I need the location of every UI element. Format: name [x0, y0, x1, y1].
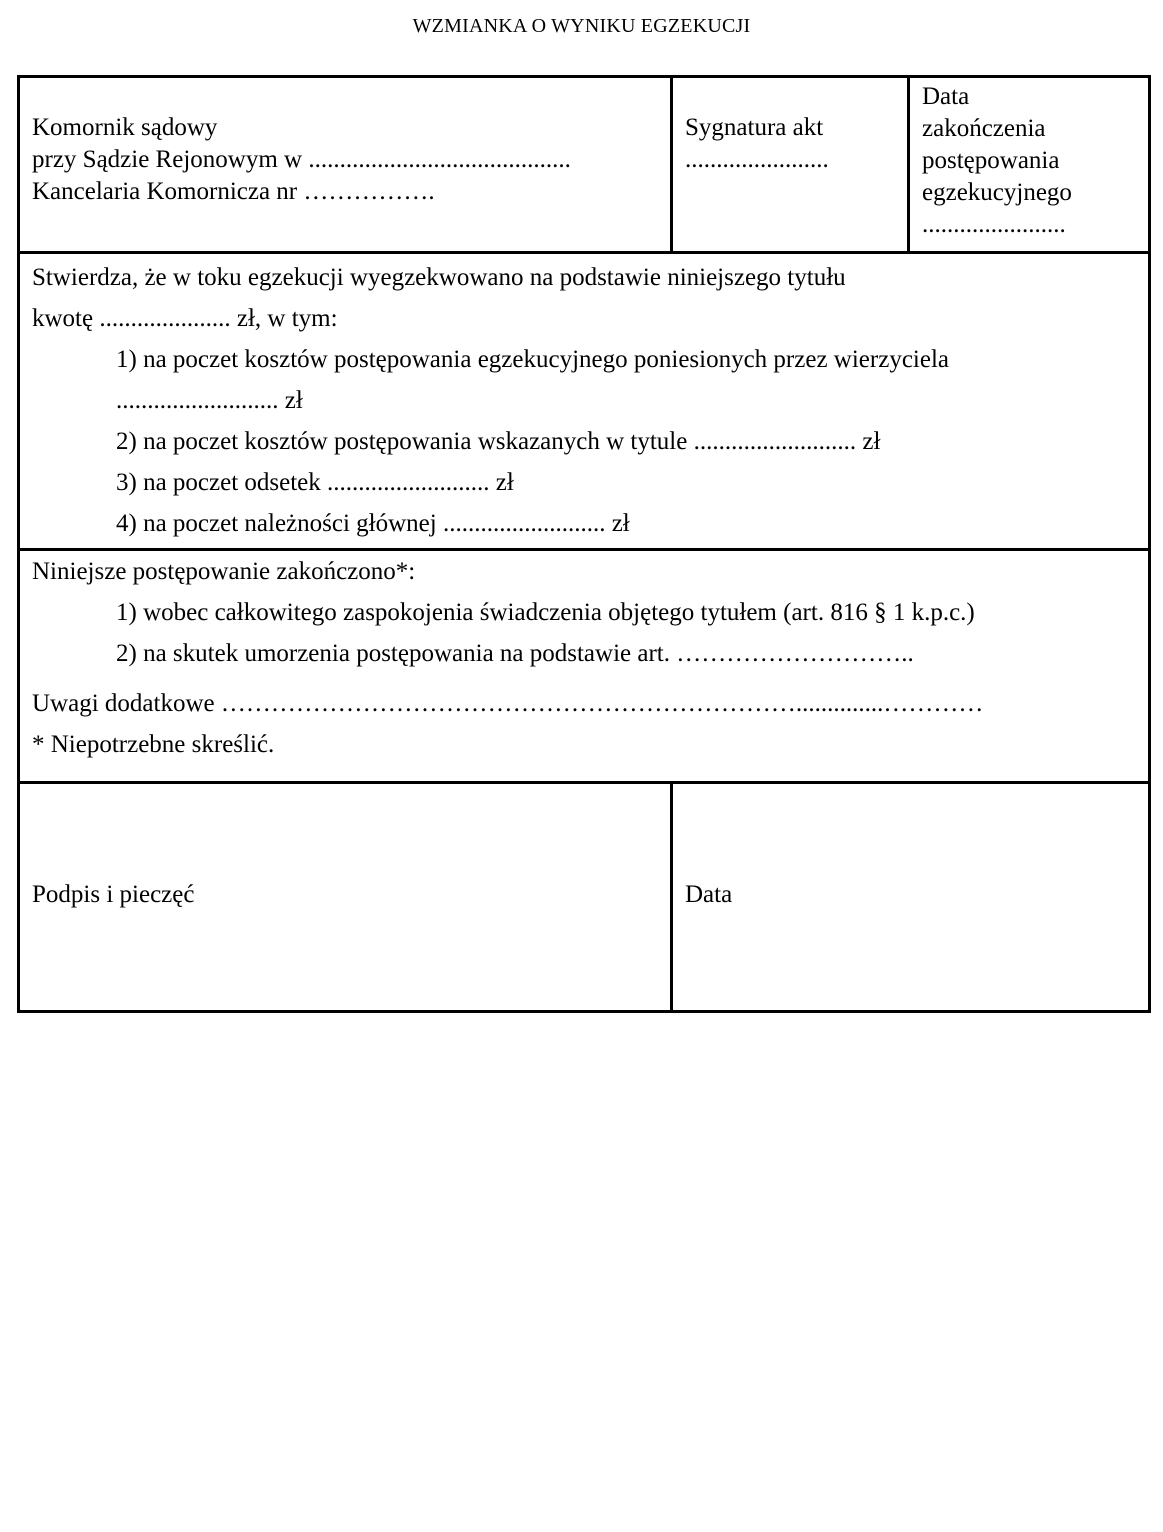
conclusion-row: [19, 550, 1150, 783]
case-signature-field: .......................: [685, 146, 829, 173]
end-date-label-3: postępowania: [922, 147, 1060, 174]
signature-row: [19, 783, 1150, 1012]
bailiff-line: Komornik sądowy: [32, 114, 218, 141]
court-line: przy Sądzie Rejonowym w ..........................................: [32, 146, 571, 173]
case-signature-cell: [672, 77, 909, 253]
office-line: Kancelaria Komornicza nr …………….: [32, 178, 435, 205]
amounts-statement: Stwierdza, że w toku egzekucji wyegzekwowano na podstawie niniejszego tytułu: [32, 264, 846, 291]
additional-notes: Uwagi dodatkowe ……………………………………………………………..............…………: [32, 690, 984, 717]
amount-item-costs-title: 2) na poczet kosztów postępowania wskazanych w tytule .......................... zł: [116, 428, 881, 455]
case-signature-label: Sygnatura akt: [685, 114, 824, 141]
amount-item-interest: 3) na poczet odsetek .......................... zł: [116, 469, 514, 496]
end-date-label-2: zakończenia: [922, 115, 1046, 142]
conclusion-heading: Niniejsze postępowanie zakończono*:: [32, 558, 416, 585]
enforcement-result-form: [17, 75, 1151, 1013]
end-date-field: .......................: [922, 211, 1066, 238]
signature-date-cell: [672, 783, 1150, 1012]
conclusion-cell: [19, 550, 1150, 783]
end-date-label-1: Data: [922, 83, 970, 110]
amount-item-costs-creditor: 1) na poczet kosztów postępowania egzekucyjnego poniesionych przez wierzyciela: [116, 346, 949, 373]
conclusion-item-satisfaction: 1) wobec całkowitego zaspokojenia świadczenia objętego tytułem (art. 816 § 1 k.p.c.): [116, 599, 975, 626]
conclusion-item-discontinuance: 2) na skutek umorzenia postępowania na podstawie art. ………………………..: [116, 640, 914, 667]
amounts-total: kwotę ..................... zł, w tym:: [32, 305, 338, 332]
amount-item-principal: 4) na poczet należności głównej .......................... zł: [116, 510, 630, 537]
amounts-row: [19, 253, 1150, 550]
end-date-label-4: egzekucyjnego: [922, 179, 1072, 206]
signature-stamp-label: Podpis i pieczęć: [32, 881, 195, 908]
end-date-cell: [909, 77, 1150, 253]
footnote: * Niepotrzebne skreślić.: [32, 731, 275, 758]
amounts-cell: [19, 253, 1150, 550]
header-row: [19, 77, 1150, 253]
bailiff-cell: [19, 77, 672, 253]
signature-stamp-cell: [19, 783, 672, 1012]
amount-item-costs-creditor-value: .......................... zł: [116, 387, 303, 414]
signature-date-label: Data: [685, 881, 733, 908]
document-title: WZMIANKA O WYNIKU EGZEKUCJI: [412, 15, 751, 37]
